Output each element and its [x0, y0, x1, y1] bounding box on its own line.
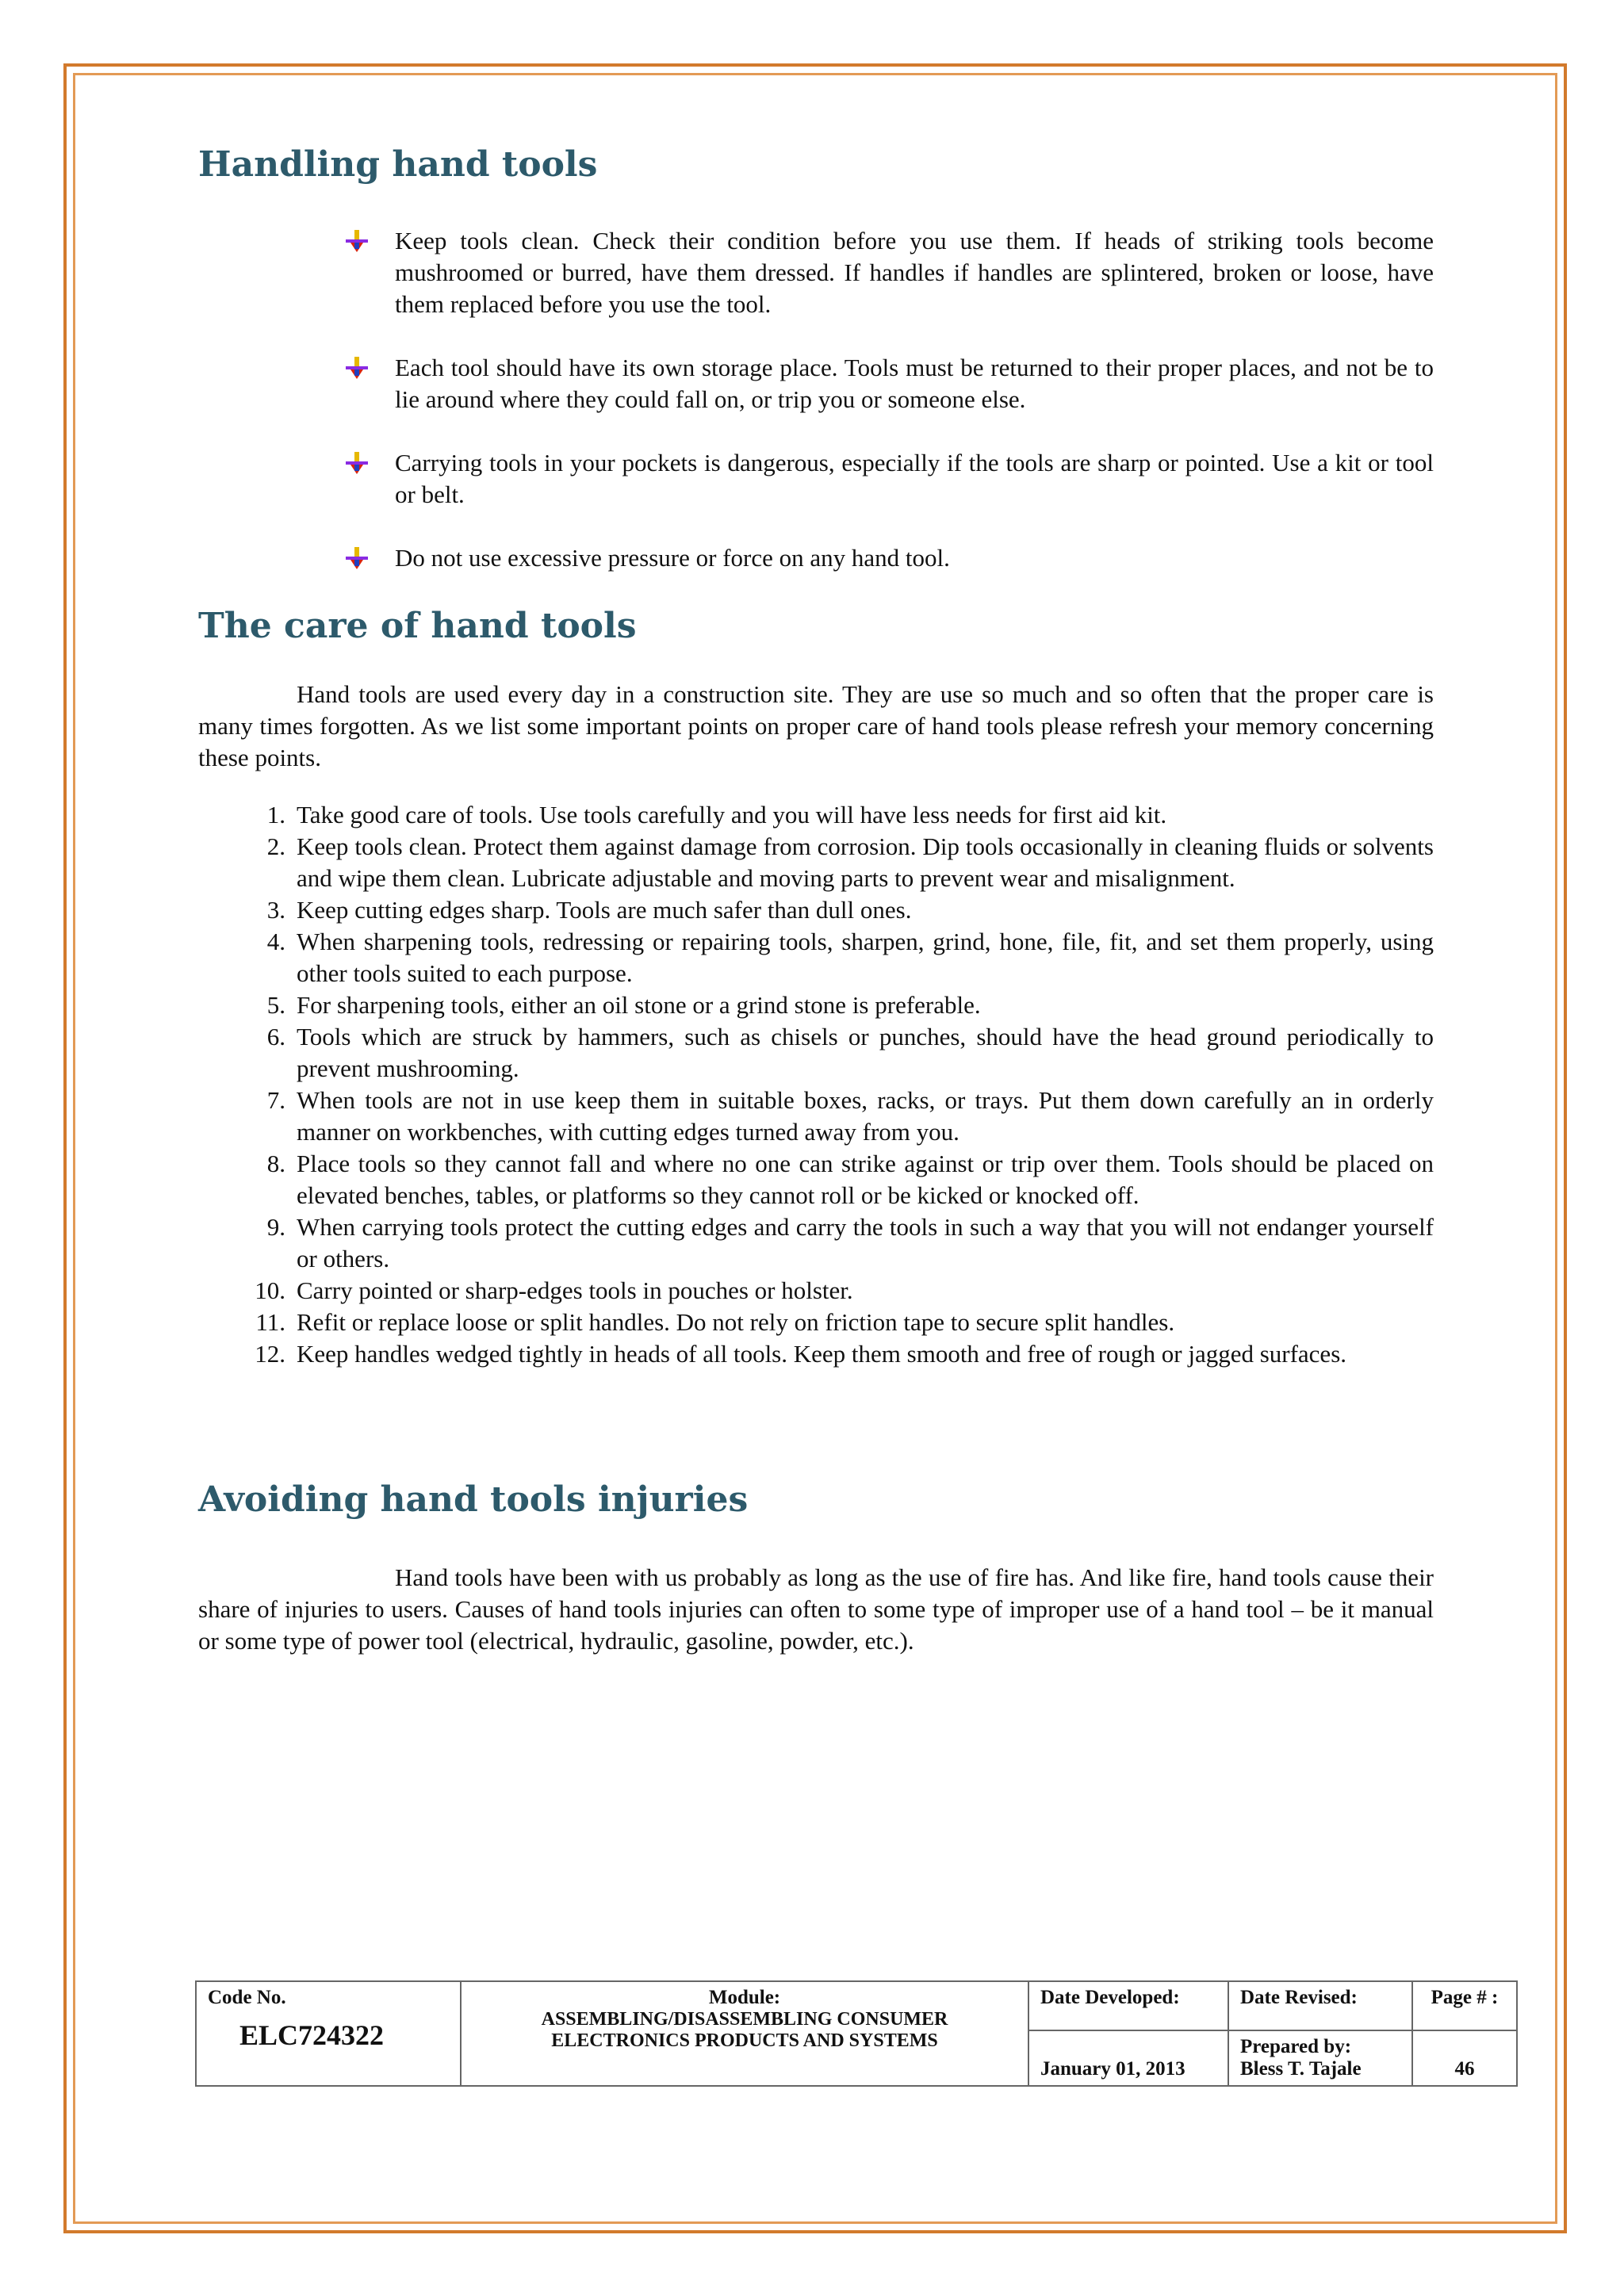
item-number: 2.: [266, 832, 285, 860]
list-item: [198, 799, 1434, 831]
list-item: [198, 894, 1434, 926]
list-item: [198, 1307, 1434, 1338]
prepared-by-label: Prepared by:: [1240, 2036, 1352, 2057]
heading-avoiding-injuries: Avoiding hand tools injuries: [198, 1479, 749, 1520]
item-text: Place tools so they cannot fall and where no one can strike against or trip over them. Tools should be placed on elevated benches, tables, or platforms so they cannot roll or be kicked or knocked off.: [297, 1150, 1434, 1209]
page-number: 46: [1412, 2030, 1517, 2086]
item-text: Take good care of tools. Use tools carefully and you will have less needs for first aid kit.: [297, 801, 1167, 828]
bullet-item: [346, 352, 1434, 415]
item-number: 1.: [266, 801, 285, 828]
list-item: [198, 1148, 1434, 1211]
arrow-down-bullet-icon: [346, 357, 368, 381]
module-label: Module:: [708, 1987, 781, 2008]
item-number: 10.: [255, 1276, 285, 1304]
list-item: [198, 1275, 1434, 1307]
handling-bullet-list: [346, 225, 1434, 606]
date-developed-label: Date Developed:: [1028, 1981, 1228, 2030]
bullet-text: Keep tools clean. Check their condition before you use them. If heads of striking tools become mushroomed or burred, have them dressed. If handles if handles are splintered, broken or loose, have them replaced before you use the tool.: [395, 227, 1434, 318]
item-text: Refit or replace loose or split handles. Do not rely on friction tape to secure split handles.: [297, 1308, 1175, 1336]
module-title-line1: ASSEMBLING/DISASSEMBLING CONSUMER: [541, 2009, 948, 2030]
list-item: [198, 1338, 1434, 1370]
item-text: When carrying tools protect the cutting edges and carry the tools in such a way that you will not endanger yourself or others.: [297, 1213, 1434, 1272]
code-label: Code No.: [208, 1987, 286, 2008]
item-text: When tools are not in use keep them in suitable boxes, racks, or trays. Put them down carefully an in orderly manner on workbenches, with cutting edges turned away from you.: [297, 1086, 1434, 1146]
code-value: ELC724322: [239, 2019, 385, 2051]
list-item: [198, 831, 1434, 894]
list-item: [198, 989, 1434, 1021]
document-footer-table: [195, 1980, 1518, 2087]
list-item: [198, 926, 1434, 989]
item-number: 9.: [266, 1213, 285, 1241]
item-number: 8.: [266, 1150, 285, 1177]
arrow-down-bullet-icon: [346, 230, 368, 254]
avoiding-paragraph: Hand tools have been with us probably as long as the use of fire has. And like fire, hand tools cause their share of injuries to users. Causes of hand tools injuries can often to some type of improper use of a hand tool – be it manual or some type of power tool (electrical, hydraulic, gasoline, powder, etc.).: [198, 1563, 1434, 1655]
prepared-by-value: Bless T. Tajale: [1240, 2058, 1362, 2080]
module-cell: [461, 1981, 1028, 2086]
item-number: 7.: [266, 1086, 285, 1114]
bullet-item: [346, 542, 1434, 574]
list-item: [198, 1021, 1434, 1085]
prepared-by-cell: [1228, 2030, 1412, 2086]
bullet-item: [346, 225, 1434, 320]
item-text: Tools which are struck by hammers, such as chisels or punches, should have the head ground periodically to prevent mushrooming.: [297, 1023, 1434, 1082]
page-label: Page # :: [1412, 1981, 1517, 2030]
code-cell: [196, 1981, 461, 2086]
item-number: 11.: [255, 1308, 285, 1336]
arrow-down-bullet-icon: [346, 452, 368, 476]
bullet-text: Do not use excessive pressure or force on any hand tool.: [395, 544, 950, 572]
item-text: Keep tools clean. Protect them against damage from corrosion. Dip tools occasionally in cleaning fluids or solvents and wipe them clean. Lubricate adjustable and moving parts to prevent wear and misalignment.: [297, 832, 1434, 892]
list-item: [198, 1211, 1434, 1275]
bullet-item: [346, 447, 1434, 511]
list-item: [198, 1085, 1434, 1148]
care-intro-paragraph: Hand tools are used every day in a construction site. They are use so much and so often that the proper care is many times forgotten. As we list some important points on proper care of hand tools please refresh your memory concerning these points.: [198, 680, 1434, 771]
bullet-text: Carrying tools in your pockets is dangerous, especially if the tools are sharp or pointed. Use a kit or tool or belt.: [395, 449, 1434, 508]
arrow-down-bullet-icon: [346, 547, 368, 571]
item-text: When sharpening tools, redressing or repairing tools, sharpen, grind, hone, file, fit, and set them properly, using other tools suited to each purpose.: [297, 928, 1434, 987]
item-number: 12.: [255, 1340, 285, 1368]
date-developed-value: January 01, 2013: [1028, 2030, 1228, 2086]
item-number: 3.: [266, 896, 285, 924]
module-title-line2: ELECTRONICS PRODUCTS AND SYSTEMS: [551, 2030, 938, 2051]
care-numbered-list: [198, 799, 1434, 1370]
item-number: 4.: [266, 928, 285, 955]
item-number: 6.: [266, 1023, 285, 1050]
bullet-text: Each tool should have its own storage place. Tools must be returned to their proper places, and not be to lie around where they could fall on, or trip you or someone else.: [395, 354, 1434, 413]
item-text: Keep cutting edges sharp. Tools are much safer than dull ones.: [297, 896, 912, 924]
heading-handling-hand-tools: Handling hand tools: [198, 144, 598, 185]
item-text: Carry pointed or sharp-edges tools in pouches or holster.: [297, 1276, 853, 1304]
heading-care-of-hand-tools: The care of hand tools: [198, 606, 637, 646]
item-number: 5.: [266, 991, 285, 1019]
item-text: For sharpening tools, either an oil stone or a grind stone is preferable.: [297, 991, 981, 1019]
date-revised-label: Date Revised:: [1228, 1981, 1412, 2030]
item-text: Keep handles wedged tightly in heads of all tools. Keep them smooth and free of rough or jagged surfaces.: [297, 1340, 1347, 1368]
